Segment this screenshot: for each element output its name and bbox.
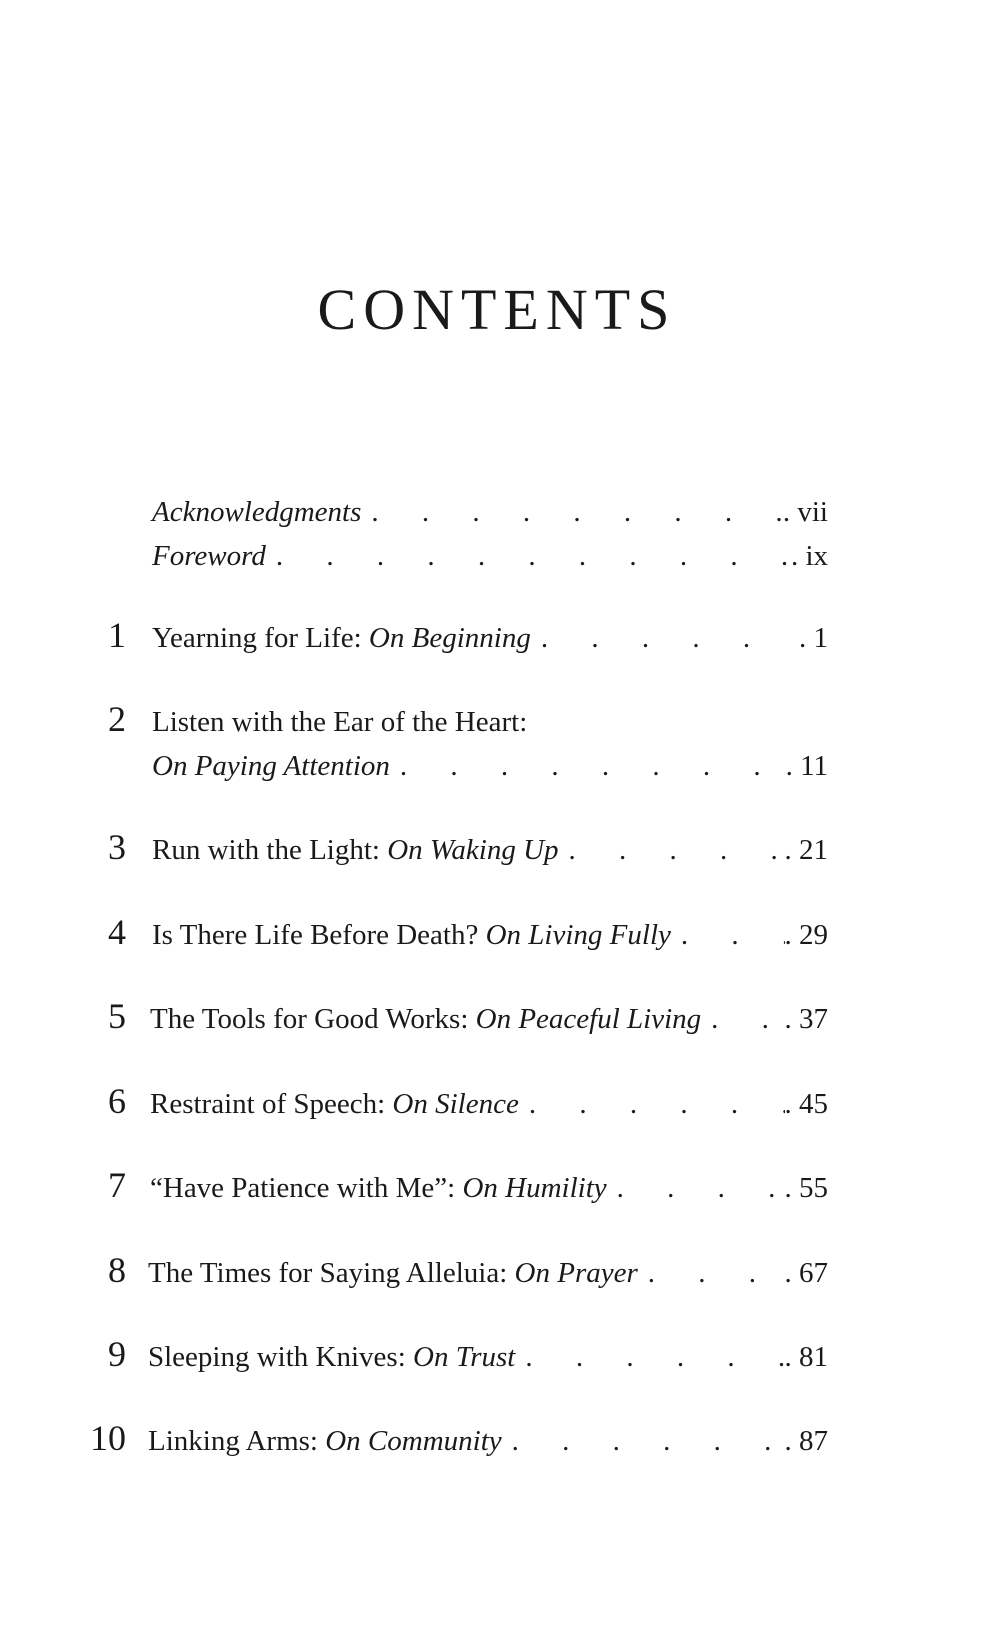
page-number: . 21 xyxy=(784,834,828,866)
page-number: . 1 xyxy=(799,622,828,654)
chapter-subtitle: On Humility xyxy=(462,1172,607,1204)
chapter-number: 2 xyxy=(108,699,126,739)
toc-entry-chapter-1[interactable] xyxy=(152,622,828,655)
chapter-subtitle: On Living Fully xyxy=(485,919,671,951)
leader-dots xyxy=(390,750,786,783)
leader-dots xyxy=(361,496,782,529)
chapter-subtitle: On Paying Attention xyxy=(152,750,390,782)
chapter-number: 1 xyxy=(108,615,126,655)
chapter-subtitle: On Prayer xyxy=(514,1257,638,1289)
page-number: . 11 xyxy=(785,750,828,782)
page-number: . 37 xyxy=(784,1003,828,1035)
leader-dots xyxy=(502,1425,785,1458)
chapter-number: 8 xyxy=(108,1250,126,1290)
page-number: . 81 xyxy=(784,1341,828,1373)
page-number: . 67 xyxy=(784,1257,828,1289)
page-title: CONTENTS xyxy=(317,277,677,342)
page-number: . ix xyxy=(790,540,828,572)
toc-entry-chapter-5[interactable] xyxy=(150,1003,828,1036)
toc-entry-chapter-4[interactable] xyxy=(152,919,828,952)
chapter-number: 5 xyxy=(108,996,126,1036)
entry-title: Foreword xyxy=(152,540,266,572)
chapter-title: Restraint of Speech: xyxy=(150,1088,386,1120)
chapter-number: 6 xyxy=(108,1081,126,1121)
toc-entry-chapter-9[interactable] xyxy=(148,1341,828,1374)
toc-entry-foreword[interactable] xyxy=(152,540,828,573)
page-number: . vii xyxy=(782,496,828,528)
toc-entry-chapter-2[interactable] xyxy=(152,750,828,783)
page-number: . 55 xyxy=(784,1172,828,1204)
toc-entry-chapter-8[interactable] xyxy=(148,1257,828,1290)
chapter-number: 9 xyxy=(108,1334,126,1374)
leader-dots xyxy=(515,1341,784,1374)
chapter-title: “Have Patience with Me”: xyxy=(150,1172,456,1204)
leader-dots xyxy=(607,1172,785,1205)
leader-dots xyxy=(671,919,785,952)
chapter-subtitle: On Waking Up xyxy=(387,834,559,866)
chapter-title: The Tools for Good Works: xyxy=(150,1003,469,1035)
leader-dots xyxy=(701,1003,784,1036)
toc-entry-chapter-6[interactable] xyxy=(150,1088,828,1121)
leader-dots xyxy=(519,1088,785,1121)
chapter-title: Yearning for Life: xyxy=(152,622,362,654)
chapter-number: 4 xyxy=(108,912,126,952)
chapter-title: Linking Arms: xyxy=(148,1425,318,1457)
chapter-subtitle: On Community xyxy=(325,1425,502,1457)
toc-entry-chapter-7[interactable] xyxy=(150,1172,828,1205)
leader-dots xyxy=(638,1257,785,1290)
chapter-title: Run with the Light: xyxy=(152,834,380,866)
entry-title: Acknowledgments xyxy=(152,496,362,528)
chapter-number: 10 xyxy=(90,1418,126,1458)
leader-dots xyxy=(531,622,788,655)
chapter-title: Is There Life Before Death? xyxy=(152,919,479,951)
chapter-subtitle: On Peaceful Living xyxy=(475,1003,702,1035)
toc-entry-chapter-10[interactable] xyxy=(148,1425,828,1458)
leader-dots xyxy=(559,834,785,867)
toc-entry-chapter-3[interactable] xyxy=(152,834,828,867)
chapter-title: Listen with the Ear of the Heart: xyxy=(152,706,528,738)
leader-dots xyxy=(266,540,788,573)
toc-entry-acknowledgments[interactable] xyxy=(152,496,828,529)
chapter-subtitle: On Beginning xyxy=(368,622,531,654)
page-number: . 87 xyxy=(784,1425,828,1457)
chapter-title: The Times for Saying Alleluia: xyxy=(148,1257,508,1289)
chapter-subtitle: On Trust xyxy=(413,1341,516,1373)
chapter-title: Sleeping with Knives: xyxy=(148,1341,406,1373)
chapter-subtitle: On Silence xyxy=(392,1088,519,1120)
chapter-number: 3 xyxy=(108,827,126,867)
chapter-number: 7 xyxy=(108,1165,126,1205)
page-number: . 29 xyxy=(784,919,828,951)
page-number: . 45 xyxy=(784,1088,828,1120)
chapter-2-title-line[interactable] xyxy=(152,706,828,739)
